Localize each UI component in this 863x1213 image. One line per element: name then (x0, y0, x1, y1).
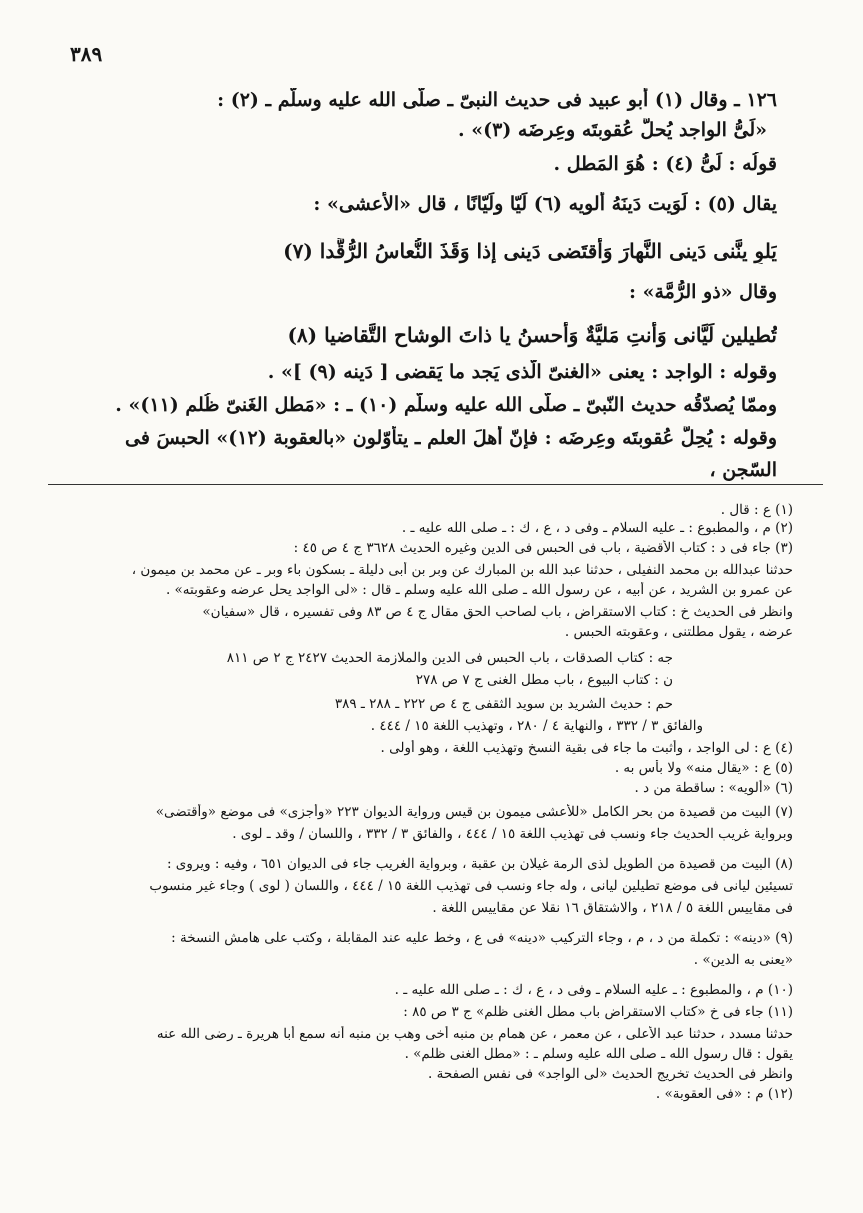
footnote: (٨) البيت من قصيدة من الطويل لذى الرمة غيلان بن عقبة ، وبرواية الغريب جاء فى الديوان ٦٥١ ، وفيه : ويروى : (166, 856, 793, 872)
footnote-cont: «يعنى به الدين» . (693, 952, 793, 968)
footnote: (٣) جاء فى د : كتاب الأقضية ، باب فى الحبس فى الدين وغيره الحديث ٣٦٢٨ ج ٤ ص ٤٥ : (293, 540, 793, 556)
footnote-cont: فى مقاييس اللغة ٥ / ٢١٨ ، والاشتقاق ١٦ نقلا عن مقاييس اللغة . (432, 900, 793, 916)
footnote-cont: حدثنا عبدالله بن محمد النفيلى ، حدثنا عبد الله بن المبارك عن وبر بن أبى دليلة ـ بسكون باء وبر ـ عن محمد بن ميمون ، (131, 562, 793, 578)
verse-line: تُطيلين لَيَّانى وَأنتِ مَليَّةٌ وَأُحسنُ يا ذاتَ الوشاحِ التَّقاضيا (٨) (287, 323, 777, 347)
footnote: (١١) جاء فى خ «كتاب الاستقراض باب مطل الغنى ظلم» ج ٣ ص ٨٥ : (403, 1004, 793, 1020)
footnote-cont: وانظر فى الحديث تخريج الحديث «لى الواجد» فى نفس الصفحة . (428, 1066, 793, 1082)
footnote-separator (48, 484, 823, 485)
footnote-ref: ن : كتاب البيوع ، باب مطل الغنى ج ٧ ص ٢٧٨ (415, 672, 673, 688)
footnote-ref: حم : حديث الشريد بن سويد الثقفى ج ٤ ص ٢٢٢ ـ ٢٨٨ ـ ٣٨٩ (334, 696, 673, 712)
footnote-cont: وانظر فى الحديث خ : كتاب الاستقراض ، باب لصاحب الحق مقال ج ٤ ص ٨٣ وفى تفسيره ، قال «سفيان» (202, 604, 793, 620)
footnote: (٧) البيت من قصيدة من بحر الكامل «للأعشى ميمون بن قيس ورواية الديوان ٢٢٣ «وأجزى» فى موضع «وأقتضى» (155, 804, 793, 820)
footnote: (٢) م ، والمطبوع : ـ عليه السلام ـ وفى د ، ع ، ك : ـ صلى الله عليه ـ . (401, 520, 793, 536)
footnote: (٦) «ألويه» : ساقطة من د . (634, 780, 793, 796)
footnote-cont: عن عمرو بن الشريد ، عن أبيه ، عن رسول الله ـ صلى الله عليه وسلم ـ قال : «لى الواجد يحل عرضه وعقوبته» . (165, 582, 793, 598)
page-number: ٣٨٩ (70, 42, 103, 66)
footnote: (١٢) م : «فى العقوبة» . (655, 1086, 793, 1102)
main-line: السّجن ، (709, 459, 777, 481)
main-line: يقال (٥) : لَوَيت دَينَهُ أَلويه (٦) لَيّا ولَيّانًا ، قال «الأعشى» : (313, 193, 777, 215)
footnote: (٥) ع : «يقال منه» ولا بأس به . (614, 760, 793, 776)
footnote-cont: وبرواية غريب الحديث جاء ونسب فى تهذيب اللغة ١٥ / ٤٤٤ ، والفائق ٣ / ٣٣٢ ، واللسان / وقد ـ لوى . (232, 826, 793, 842)
main-line: وقال «ذو الرُّمَّة» : (628, 281, 777, 303)
footnote: (٩) «دينه» : تكملة من د ، م ، وجاء التركيب «دينه» فى ع ، وخط عليه عند المقابلة ، وكتب على هامش النسخة : (171, 930, 793, 946)
footnote-cont: عرضه ، يقول مطلتنى ، وعقوبته الحبس . (564, 624, 793, 640)
footnote: (٤) ع : لى الواجد ، وأثبت ما جاء فى بقية النسخ وتهذيب اللغة ، وهو أولى . (380, 740, 793, 756)
footnote-cont: يقول : قال رسول الله ـ صلى الله عليه وسلم ـ : «مطل الغنى ظلم» . (404, 1046, 793, 1062)
footnote-ref: والفائق ٣ / ٣٣٢ ، والنهاية ٤ / ٢٨٠ ، وتهذيب اللغة ١٥ / ٤٤٤ . (370, 718, 703, 734)
footnote-cont: تسيئين ليانى فى موضع تطيلين ليانى ، وله جاء ونسب فى تهذيب اللغة ١٥ / ٤٤٤ ، واللسان ( لوى ) وجاء غير منسوب (149, 878, 793, 894)
main-line: وممّا يُصدّقُه حديث النّبىّ ـ صلّى الله عليه وسلّم (١٠) ـ : «مَطل الغَنىّ ظُلم (١١)» . (115, 394, 777, 416)
footnote-ref: جه : كتاب الصدقات ، باب الحبس فى الدين والملازمة الحديث ٢٤٢٧ ج ٢ ص ٨١١ (226, 650, 673, 666)
verse-line: يَلوِ ينَّنى دَينى النَّهارَ وَأَقتَضى دَينى إذا وَقَذَ النُّعاسُ الرُّقَّدا (٧) (283, 239, 777, 263)
footnote: (١٠) م ، والمطبوع : ـ عليه السلام ـ وفى د ، ع ، ك : ـ صلى الله عليه ـ . (394, 982, 793, 998)
footnote: (١) ع : قال . (720, 502, 793, 518)
main-line: ١٢٦ ـ وقال (١) أبو عبيد فى حديث النبىّ ـ صلّى الله عليه وسلّم ـ (٢) : (217, 89, 777, 111)
main-line: قولُه : لَىُّ (٤) : هُوَ المَطل . (553, 153, 777, 175)
footnote-cont: حدثنا مسدد ، حدثنا عبد الأعلى ، عن معمر ، عن همام بن منبه أخى وهب بن منبه أنه سمع أبا هريرة ـ رضى الله عنه (156, 1026, 793, 1042)
main-line: وقوله : يُحِلُّ عُقوبتَه وعِرضَه : فإنّ أهلَ العلم ـ يتأوّلون «بالعقوبة (١٢)» الحبسَ فى (124, 427, 777, 449)
main-line: «لَىُّ الواجد يُحلُّ عُقوبتَه وعِرضَه (٣)» . (457, 119, 767, 141)
main-line: وقوله : الواجد : يعنى «الغنىّ الّذى يَجد ما يَقضى [ دَينه (٩) ]» . (267, 361, 777, 383)
